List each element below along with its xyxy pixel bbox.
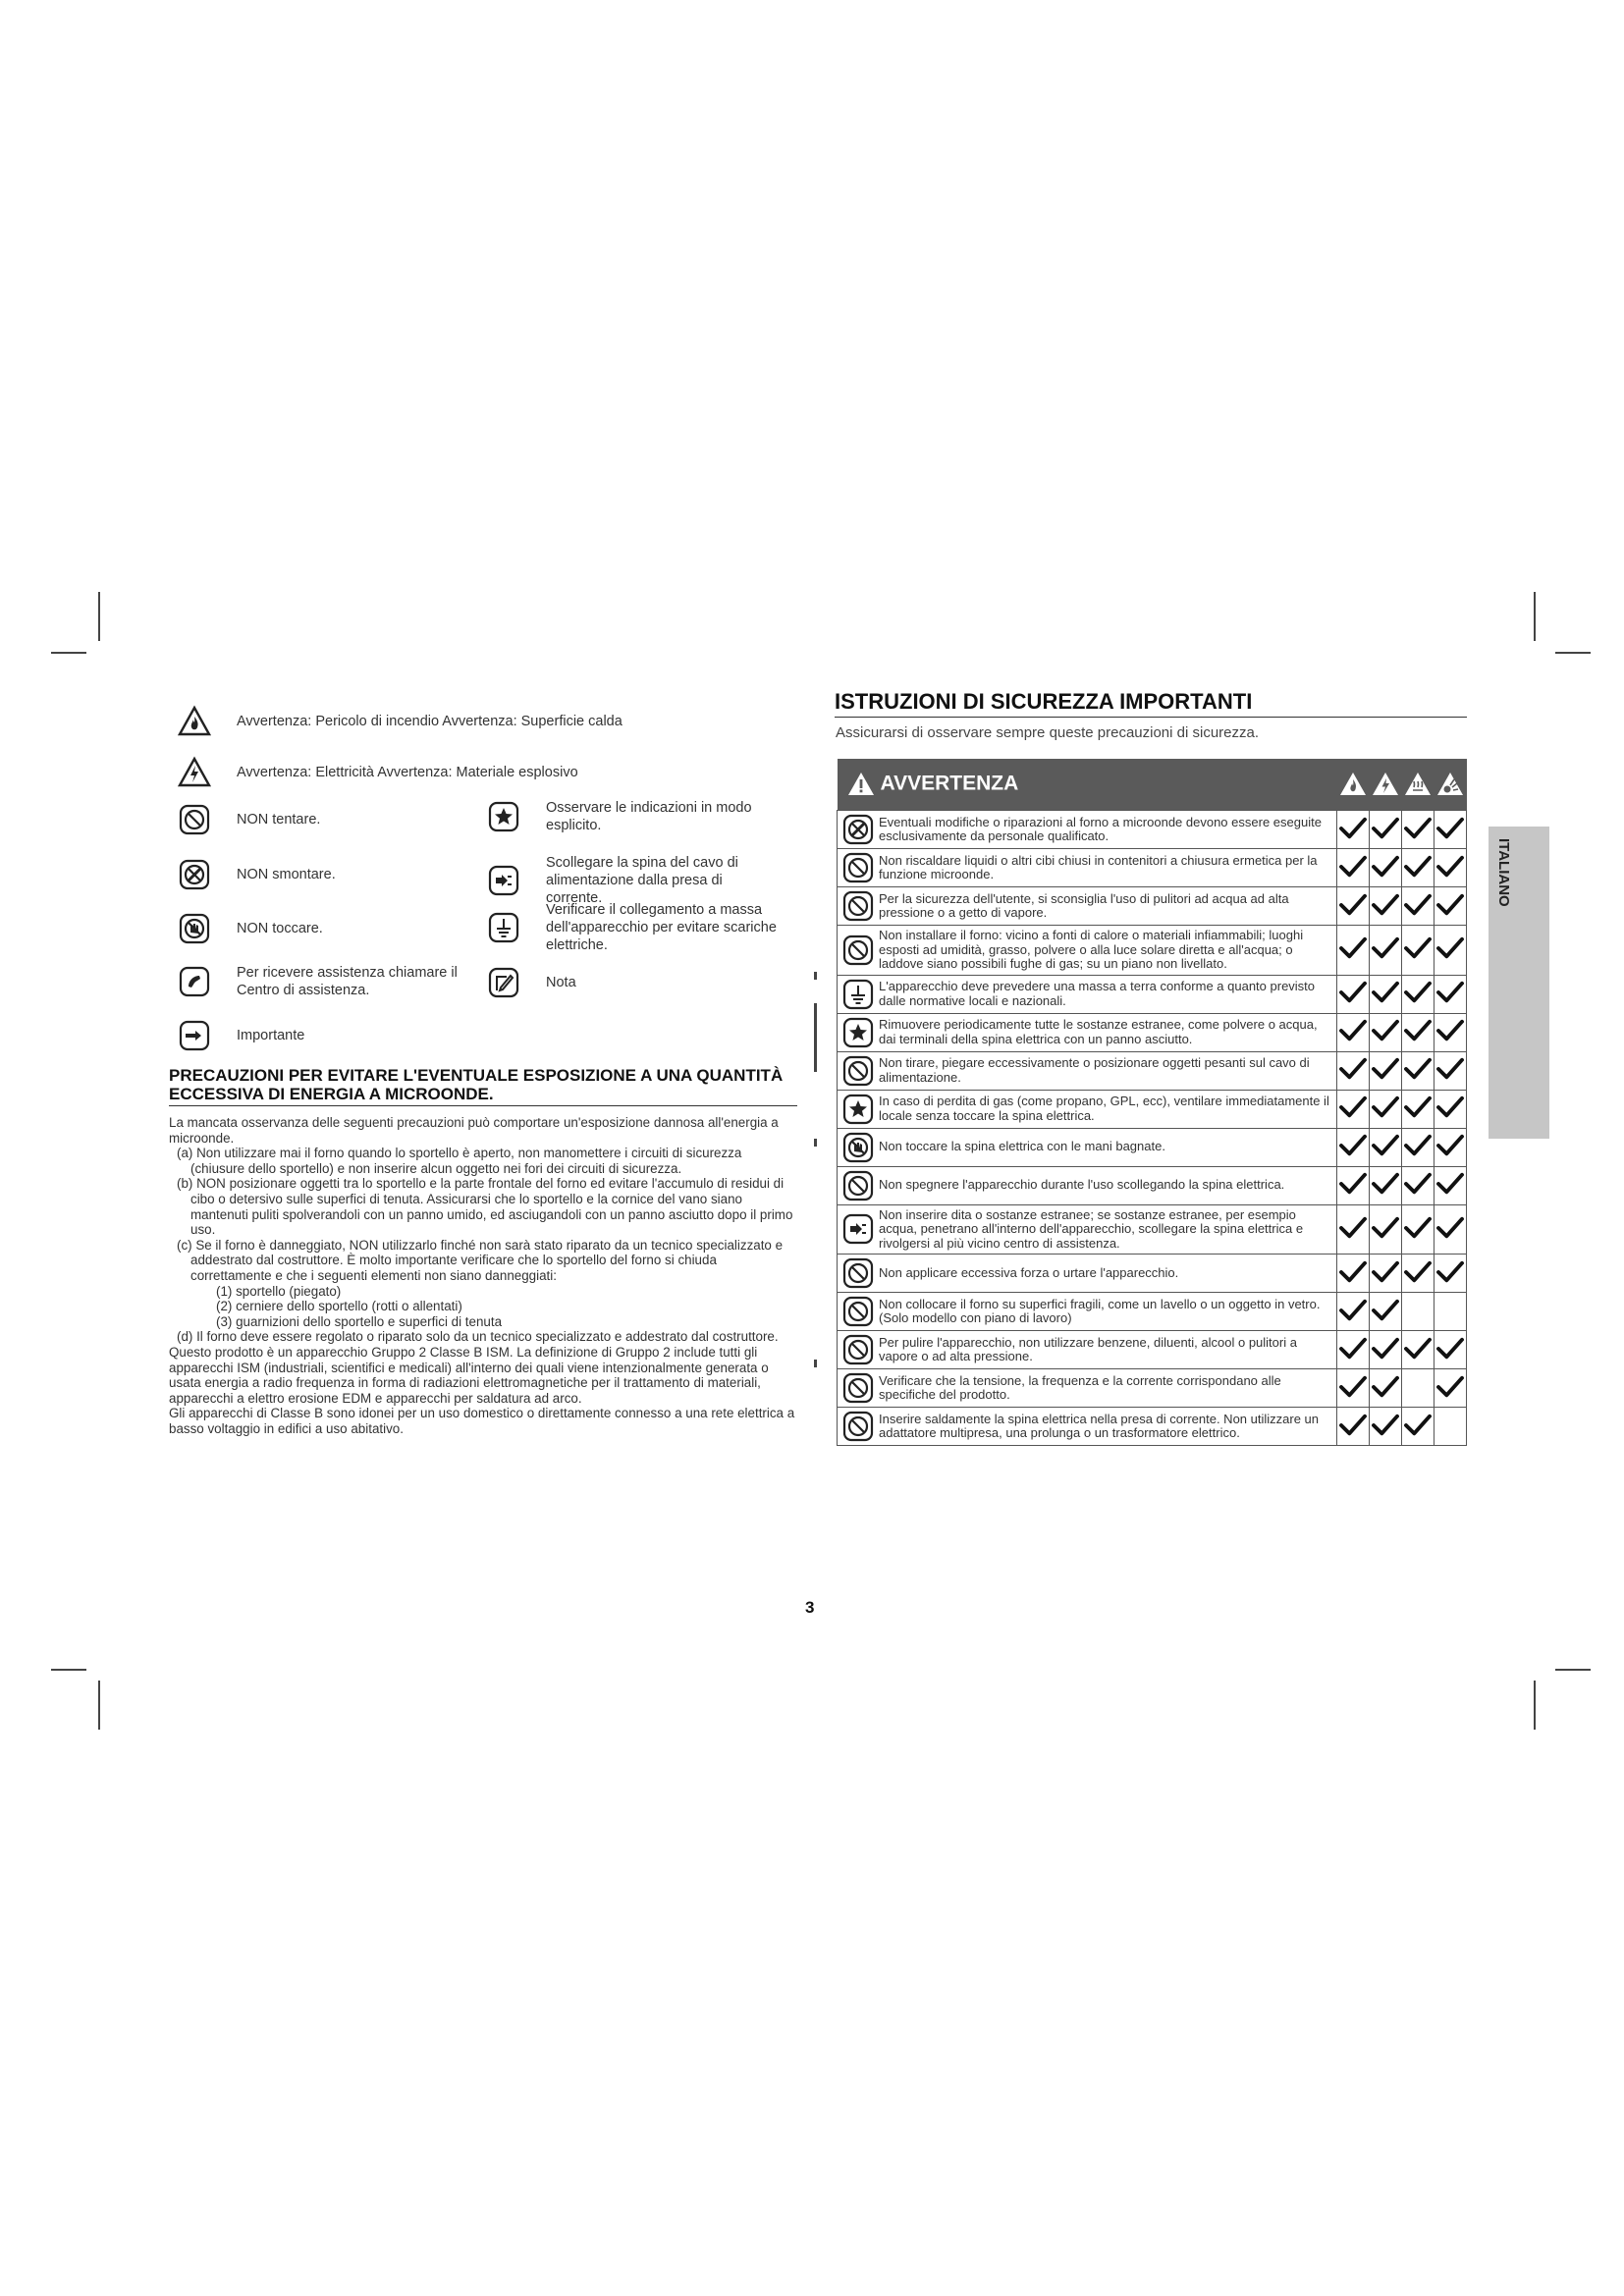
header-explosive-cell: [1435, 759, 1467, 811]
legend-text: Osservare le indicazioni in modo esplicito.: [546, 800, 752, 833]
warning-row: [838, 1255, 1467, 1293]
warning-check-cell: [1337, 1255, 1370, 1293]
warning-row-text: Non collocare il forno su superfici fragili, come un lavello o un oggetto in vetro. (Solo modello con piano di lavoro): [877, 1293, 1337, 1331]
checkmark-icon: [1339, 948, 1367, 963]
checkmark-icon: [1436, 905, 1464, 920]
warning-row-text: In caso di perdita di gas (come propano, GPL, ecc), ventilare immediatamente il locale senza toccare la spina elettrica.: [877, 1090, 1337, 1128]
fold-mark: [814, 972, 817, 980]
checkmark-icon: [1436, 1387, 1464, 1402]
warning-check-cell: [1337, 1408, 1370, 1446]
legend-text: Verificare il collegamento a massa dell'apparecchio per evitare scariche elettriche.: [546, 902, 777, 953]
do-not-attempt-icon: [841, 934, 875, 967]
warning-header-cell: [838, 759, 1337, 811]
ism-paragraph: Questo prodotto è un apparecchio Gruppo 2 Classe B ISM. La definizione di Gruppo 2 include tutti gli apparecchi ISM (industriali, scientifici e medicali) all'interno dei quali viene intenzionalmente generata o usata energia a radio frequenza in forma di radiazioni elettromagnetiche per il trattamento di materiali, apparecchi a elettro erosione EDM e apparecchi per saldatura ad arco.: [169, 1344, 769, 1406]
checkmark-icon: [1436, 1228, 1464, 1243]
warning-table: [837, 759, 1467, 1446]
header-electric-cell: [1370, 759, 1402, 811]
language-tab-text: ITALIANO: [1495, 838, 1512, 907]
language-tab-label: [1492, 836, 1518, 944]
warning-check-cell: [1435, 1051, 1467, 1090]
legend-text: NON tentare.: [237, 812, 321, 828]
checkmark-icon: [1404, 1349, 1432, 1363]
warning-check-cell: [1402, 1204, 1435, 1255]
warning-check-cell: [1435, 811, 1467, 849]
warning-row-icon-cell: [838, 1128, 878, 1166]
checkmark-icon: [1339, 1031, 1367, 1045]
warning-row: [838, 1204, 1467, 1255]
warning-row-icon-cell: [838, 887, 878, 926]
checkmark-icon: [1404, 1272, 1432, 1287]
warning-row: [838, 849, 1467, 887]
warning-row-text: Eventuali modifiche o riparazioni al forno a microonde devono essere eseguite esclusivamente da personale qualificato.: [877, 811, 1337, 849]
fold-mark: [814, 1003, 817, 1072]
warning-check-cell: [1435, 1293, 1467, 1331]
checkmark-icon: [1404, 1069, 1432, 1084]
checkmark-icon: [1372, 1146, 1399, 1160]
warning-row-icon-cell: [838, 1013, 878, 1051]
checkmark-icon: [1404, 1228, 1432, 1243]
crop-mark: [98, 1681, 100, 1730]
legend-item: [178, 756, 578, 789]
warning-row-icon-cell: [838, 1204, 878, 1255]
checkmark-icon: [1436, 1184, 1464, 1199]
checkmark-icon: [1372, 1310, 1399, 1325]
warning-check-cell: [1402, 887, 1435, 926]
legend-text: Importante: [237, 1028, 305, 1043]
star-icon: [487, 800, 520, 833]
warning-row-text: Non installare il forno: vicino a fonti di calore o materiali infiammabili; luoghi esposti ad umidità, grasso, polvere o alla luce solare diretta e all'acqua; o laddove siano possibili fughe di gas; su un piano non livellato.: [877, 926, 1337, 976]
warning-check-cell: [1337, 1293, 1370, 1331]
warning-check-cell: [1337, 1369, 1370, 1408]
legend-item: [487, 966, 576, 999]
warning-row-text: Non inserire dita o sostanze estranee; se sostanze estranee, per esempio acqua, penetrano all'interno dell'apparecchio, scollegare la spina elettrica e rivolgersi al più vicino centro di assistenza.: [877, 1204, 1337, 1255]
checkmark-icon: [1372, 992, 1399, 1007]
checkmark-icon: [1339, 1107, 1367, 1122]
warning-check-cell: [1402, 1166, 1435, 1204]
checkmark-icon: [1339, 1349, 1367, 1363]
warning-check-cell: [1337, 1051, 1370, 1090]
warning-check-cell: [1337, 1166, 1370, 1204]
warning-row: [838, 1128, 1467, 1166]
crop-mark: [51, 652, 86, 654]
warning-check-cell: [1402, 1013, 1435, 1051]
legend-item: [487, 901, 782, 954]
legend-text: Per ricevere assistenza chiamare il Centro di assistenza.: [237, 965, 458, 998]
checkmark-icon: [1436, 828, 1464, 843]
checkmark-icon: [1404, 1425, 1432, 1440]
legend-text: Avvertenza: Pericolo di incendio Avvertenza: Superficie calda: [237, 714, 623, 729]
hot-surface-icon: [1404, 771, 1432, 798]
legend-item: [178, 964, 462, 999]
checkmark-icon: [1372, 1387, 1399, 1402]
warning-row: [838, 1090, 1467, 1128]
warning-check-cell: [1435, 926, 1467, 976]
explosive-icon: [1436, 771, 1464, 798]
warning-check-cell: [1435, 1331, 1467, 1369]
warning-row-text: Per pulire l'apparecchio, non utilizzare benzene, diluenti, alcool o pulitori a vapore o ad alta pressione.: [877, 1331, 1337, 1369]
do-not-attempt-icon: [178, 803, 211, 836]
precaution-subitem: (1) sportello (piegato): [216, 1283, 342, 1299]
crop-mark: [1555, 652, 1591, 654]
precaution-subitem: (3) guarnizioni dello sportello e superfici di tenuta: [216, 1313, 503, 1329]
checkmark-icon: [1436, 1146, 1464, 1160]
ground-icon: [841, 978, 875, 1011]
warning-check-cell: [1402, 926, 1435, 976]
warning-check-cell: [1402, 1051, 1435, 1090]
warning-check-cell: [1435, 887, 1467, 926]
warning-check-cell: [1337, 1128, 1370, 1166]
warning-row-text: Non riscaldare liquidi o altri cibi chiusi in contenitori a chiusura ermetica per la funzione microonde.: [877, 849, 1337, 887]
legend-text: Nota: [546, 975, 576, 990]
precaution-item: (d) Il forno deve essere regolato o riparato solo da un tecnico specializzato e addestrato dal costruttore.: [177, 1329, 779, 1345]
warning-row-icon-cell: [838, 1255, 878, 1293]
warning-check-cell: [1337, 1204, 1370, 1255]
warning-row-text: Inserire saldamente la spina elettrica nella presa di corrente. Non utilizzare un adattatore multipresa, una prolunga o un trasformatore elettrico.: [877, 1408, 1337, 1446]
crop-mark: [1534, 592, 1536, 641]
warning-check-cell: [1337, 1090, 1370, 1128]
page-subtitle: Assicurarsi di osservare sempre queste precauzioni di sicurezza.: [836, 724, 1260, 741]
header-hot-surface-cell: [1402, 759, 1435, 811]
checkmark-icon: [1436, 992, 1464, 1007]
warning-row-text: Non applicare eccessiva forza o urtare l'apparecchio.: [877, 1255, 1337, 1293]
do-not-attempt-icon: [841, 851, 875, 884]
checkmark-icon: [1339, 905, 1367, 920]
warning-check-cell: [1402, 811, 1435, 849]
ground-icon: [487, 911, 520, 944]
do-not-disassemble-icon: [841, 813, 875, 846]
checkmark-icon: [1372, 948, 1399, 963]
checkmark-icon: [1339, 1146, 1367, 1160]
star-icon: [841, 1093, 875, 1126]
legend-text: NON toccare.: [237, 921, 323, 936]
warning-check-cell: [1370, 1051, 1402, 1090]
warning-check-cell: [1337, 887, 1370, 926]
warning-check-cell: [1370, 1166, 1402, 1204]
electric-warning-icon: [178, 756, 211, 789]
warning-row: [838, 887, 1467, 926]
precautions-body: [169, 1115, 797, 1436]
checkmark-icon: [1404, 867, 1432, 881]
checkmark-icon: [1404, 828, 1432, 843]
warning-check-cell: [1337, 811, 1370, 849]
checkmark-icon: [1372, 1349, 1399, 1363]
warning-row-text: Rimuovere periodicamente tutte le sostanze estranee, come polvere o acqua, dai terminali della spina elettrica con un panno asciutto.: [877, 1013, 1337, 1051]
warning-check-cell: [1370, 1255, 1402, 1293]
warning-check-cell: [1402, 1331, 1435, 1369]
checkmark-icon: [1404, 1146, 1432, 1160]
checkmark-icon: [1339, 1184, 1367, 1199]
warning-check-cell: [1435, 1255, 1467, 1293]
precautions-intro: La mancata osservanza delle seguenti precauzioni può comportare un'esposizione dannosa all'energia a microonde.: [169, 1115, 779, 1146]
checkmark-icon: [1372, 867, 1399, 881]
warning-header-label: AVVERTENZA: [880, 772, 1019, 795]
warning-check-cell: [1370, 1293, 1402, 1331]
checkmark-icon: [1436, 948, 1464, 963]
warning-row-icon-cell: [838, 1369, 878, 1408]
warning-check-cell: [1370, 1369, 1402, 1408]
warning-row: [838, 1331, 1467, 1369]
warning-check-cell: [1370, 975, 1402, 1013]
warning-row-icon-cell: [838, 1166, 878, 1204]
legend-text: Avvertenza: Elettricità Avvertenza: Materiale esplosivo: [237, 765, 578, 780]
warning-check-cell: [1402, 1408, 1435, 1446]
checkmark-icon: [1404, 1031, 1432, 1045]
checkmark-icon: [1436, 1069, 1464, 1084]
checkmark-icon: [1404, 905, 1432, 920]
do-not-attempt-icon: [841, 1256, 875, 1290]
warning-row-icon-cell: [838, 1408, 878, 1446]
warning-row-icon-cell: [838, 1051, 878, 1090]
do-not-attempt-icon: [841, 1371, 875, 1405]
warning-check-cell: [1370, 1331, 1402, 1369]
warning-row-text: Non spegnere l'apparecchio durante l'uso scollegando la spina elettrica.: [877, 1166, 1337, 1204]
warning-row: [838, 975, 1467, 1013]
fire-warning-icon: [178, 705, 211, 738]
warning-row-icon-cell: [838, 1090, 878, 1128]
checkmark-icon: [1339, 992, 1367, 1007]
crop-mark: [1534, 1681, 1536, 1730]
warning-check-cell: [1370, 1408, 1402, 1446]
checkmark-icon: [1372, 1107, 1399, 1122]
warning-row: [838, 1293, 1467, 1331]
warning-check-cell: [1435, 1128, 1467, 1166]
warning-row: [838, 1166, 1467, 1204]
warning-check-cell: [1435, 1369, 1467, 1408]
warning-row-icon-cell: [838, 1293, 878, 1331]
warning-triangle-icon: [847, 771, 875, 798]
do-not-disassemble-icon: [178, 858, 211, 891]
legend-item: [487, 854, 782, 907]
legend-item: [178, 803, 320, 836]
class-b-paragraph: Gli apparecchi di Classe B sono idonei per un uso domestico o direttamente connesso a una rete elettrica a basso voltaggio in edifici a uso abitativo.: [169, 1406, 795, 1436]
warning-row: [838, 926, 1467, 976]
warning-row: [838, 1051, 1467, 1090]
checkmark-icon: [1404, 948, 1432, 963]
warning-check-cell: [1370, 887, 1402, 926]
warning-check-cell: [1402, 1128, 1435, 1166]
legend-item: [178, 705, 623, 738]
warning-row-icon-cell: [838, 811, 878, 849]
crop-mark: [1555, 1669, 1591, 1671]
warning-row-text: Per la sicurezza dell'utente, si sconsiglia l'uso di pulitori ad acqua ad alta pressione o a getto di vapore.: [877, 887, 1337, 926]
warning-row-icon-cell: [838, 849, 878, 887]
do-not-touch-icon: [178, 912, 211, 945]
warning-row-text: Non tirare, piegare eccessivamente o posizionare oggetti pesanti sul cavo di alimentazione.: [877, 1051, 1337, 1090]
warning-check-cell: [1435, 1166, 1467, 1204]
warning-check-cell: [1435, 1408, 1467, 1446]
warning-check-cell: [1402, 849, 1435, 887]
header-fire-cell: [1337, 759, 1370, 811]
electric-warning-icon: [1372, 771, 1399, 798]
warning-check-cell: [1337, 926, 1370, 976]
warning-check-cell: [1402, 1369, 1435, 1408]
checkmark-icon: [1372, 1425, 1399, 1440]
legend-text: Scollegare la spina del cavo di alimentazione dalla presa di corrente.: [546, 855, 738, 906]
checkmark-icon: [1372, 1228, 1399, 1243]
warning-row: [838, 1369, 1467, 1408]
warning-check-cell: [1370, 1204, 1402, 1255]
legend-text: NON smontare.: [237, 867, 336, 882]
checkmark-icon: [1339, 1310, 1367, 1325]
warning-check-cell: [1370, 1090, 1402, 1128]
precaution-item: (b) NON posizionare oggetti tra lo sportello e la parte frontale del forno ed evitare l'accumulo di residui di cibo o detersivo sulle superfici di tenuta. Assicurarsi che lo sportello e la cornice del vano siano mantenuti puliti spolverandoli con un panno umido, ed asciugandoli con un panno asciutto dopo il primo uso.: [177, 1176, 793, 1238]
checkmark-icon: [1372, 905, 1399, 920]
checkmark-icon: [1436, 1349, 1464, 1363]
warning-check-cell: [1370, 849, 1402, 887]
do-not-touch-icon: [841, 1131, 875, 1164]
warning-check-cell: [1402, 1090, 1435, 1128]
legend-item: [178, 858, 336, 891]
fire-warning-icon: [1339, 771, 1367, 798]
warning-check-cell: [1402, 1293, 1435, 1331]
page-number: 3: [805, 1598, 815, 1617]
warning-row-icon-cell: [838, 1331, 878, 1369]
warning-check-cell: [1435, 849, 1467, 887]
warning-row-icon-cell: [838, 926, 878, 976]
warning-check-cell: [1370, 811, 1402, 849]
warning-check-cell: [1337, 849, 1370, 887]
warning-table-header: [838, 759, 1467, 811]
warning-row-text: L'apparecchio deve prevedere una massa a terra conforme a quanto previsto dalle normative locali e nazionali.: [877, 975, 1337, 1013]
do-not-attempt-icon: [841, 1054, 875, 1088]
page-title: ISTRUZIONI DI SICUREZZA IMPORTANTI: [835, 689, 1467, 718]
checkmark-icon: [1372, 1069, 1399, 1084]
warning-check-cell: [1435, 1204, 1467, 1255]
checkmark-icon: [1404, 1184, 1432, 1199]
do-not-attempt-icon: [841, 1410, 875, 1443]
unplug-icon: [841, 1212, 875, 1246]
do-not-attempt-icon: [841, 1333, 875, 1366]
do-not-attempt-icon: [841, 1169, 875, 1202]
checkmark-icon: [1339, 1425, 1367, 1440]
checkmark-icon: [1339, 867, 1367, 881]
crop-mark: [98, 592, 100, 641]
warning-check-cell: [1370, 926, 1402, 976]
checkmark-icon: [1436, 1107, 1464, 1122]
note-icon: [487, 966, 520, 999]
warning-check-cell: [1435, 1090, 1467, 1128]
important-icon: [178, 1019, 211, 1052]
do-not-attempt-icon: [841, 1295, 875, 1328]
checkmark-icon: [1372, 1184, 1399, 1199]
star-icon: [841, 1016, 875, 1049]
warning-row-text: Verificare che la tensione, la frequenza e la corrente corrispondano alle specifiche del prodotto.: [877, 1369, 1337, 1408]
checkmark-icon: [1372, 1272, 1399, 1287]
checkmark-icon: [1339, 1387, 1367, 1402]
warning-row: [838, 1408, 1467, 1446]
precautions-title: PRECAUZIONI PER EVITARE L'EVENTUALE ESPOSIZIONE A UNA QUANTITÀ ECCESSIVA DI ENERGIA A MICROONDE.: [169, 1066, 797, 1106]
checkmark-icon: [1339, 1069, 1367, 1084]
checkmark-icon: [1372, 1031, 1399, 1045]
checkmark-icon: [1372, 828, 1399, 843]
phone-icon: [178, 965, 211, 998]
checkmark-icon: [1404, 1107, 1432, 1122]
warning-check-cell: [1337, 1013, 1370, 1051]
warning-check-cell: [1402, 975, 1435, 1013]
legend-item: [178, 1019, 304, 1052]
warning-check-cell: [1370, 1013, 1402, 1051]
checkmark-icon: [1339, 1228, 1367, 1243]
warning-check-cell: [1370, 1128, 1402, 1166]
unplug-icon: [487, 864, 520, 897]
warning-row: [838, 1013, 1467, 1051]
precaution-subitem: (2) cerniere dello sportello (rotti o allentati): [216, 1299, 462, 1314]
checkmark-icon: [1339, 828, 1367, 843]
fold-mark: [814, 1360, 817, 1367]
warning-row-icon-cell: [838, 975, 878, 1013]
warning-check-cell: [1435, 975, 1467, 1013]
precaution-item: (c) Se il forno è danneggiato, NON utilizzarlo finché non sarà stato riparato da un tecnico specializzato e addestrato dal costruttore. È molto importante verificare che lo sportello del forno si chiuda correttamente e che i seguenti elementi non siano danneggiati:: [177, 1237, 784, 1283]
legend-item: [178, 912, 323, 945]
checkmark-icon: [1436, 1272, 1464, 1287]
warning-row: [838, 811, 1467, 849]
checkmark-icon: [1404, 992, 1432, 1007]
legend-item: [487, 799, 772, 834]
do-not-attempt-icon: [841, 889, 875, 923]
crop-mark: [51, 1669, 86, 1671]
fold-mark: [814, 1139, 817, 1147]
warning-check-cell: [1337, 1331, 1370, 1369]
warning-row-text: Non toccare la spina elettrica con le mani bagnate.: [877, 1128, 1337, 1166]
checkmark-icon: [1436, 867, 1464, 881]
checkmark-icon: [1339, 1272, 1367, 1287]
warning-check-cell: [1435, 1013, 1467, 1051]
checkmark-icon: [1436, 1031, 1464, 1045]
warning-check-cell: [1337, 975, 1370, 1013]
warning-check-cell: [1402, 1255, 1435, 1293]
precaution-item: (a) Non utilizzare mai il forno quando lo sportello è aperto, non manomettere i circuiti di sicurezza (chiusure dello sportello) e non inserire alcun oggetto nei fori dei circuiti di sicurezza.: [177, 1146, 742, 1176]
